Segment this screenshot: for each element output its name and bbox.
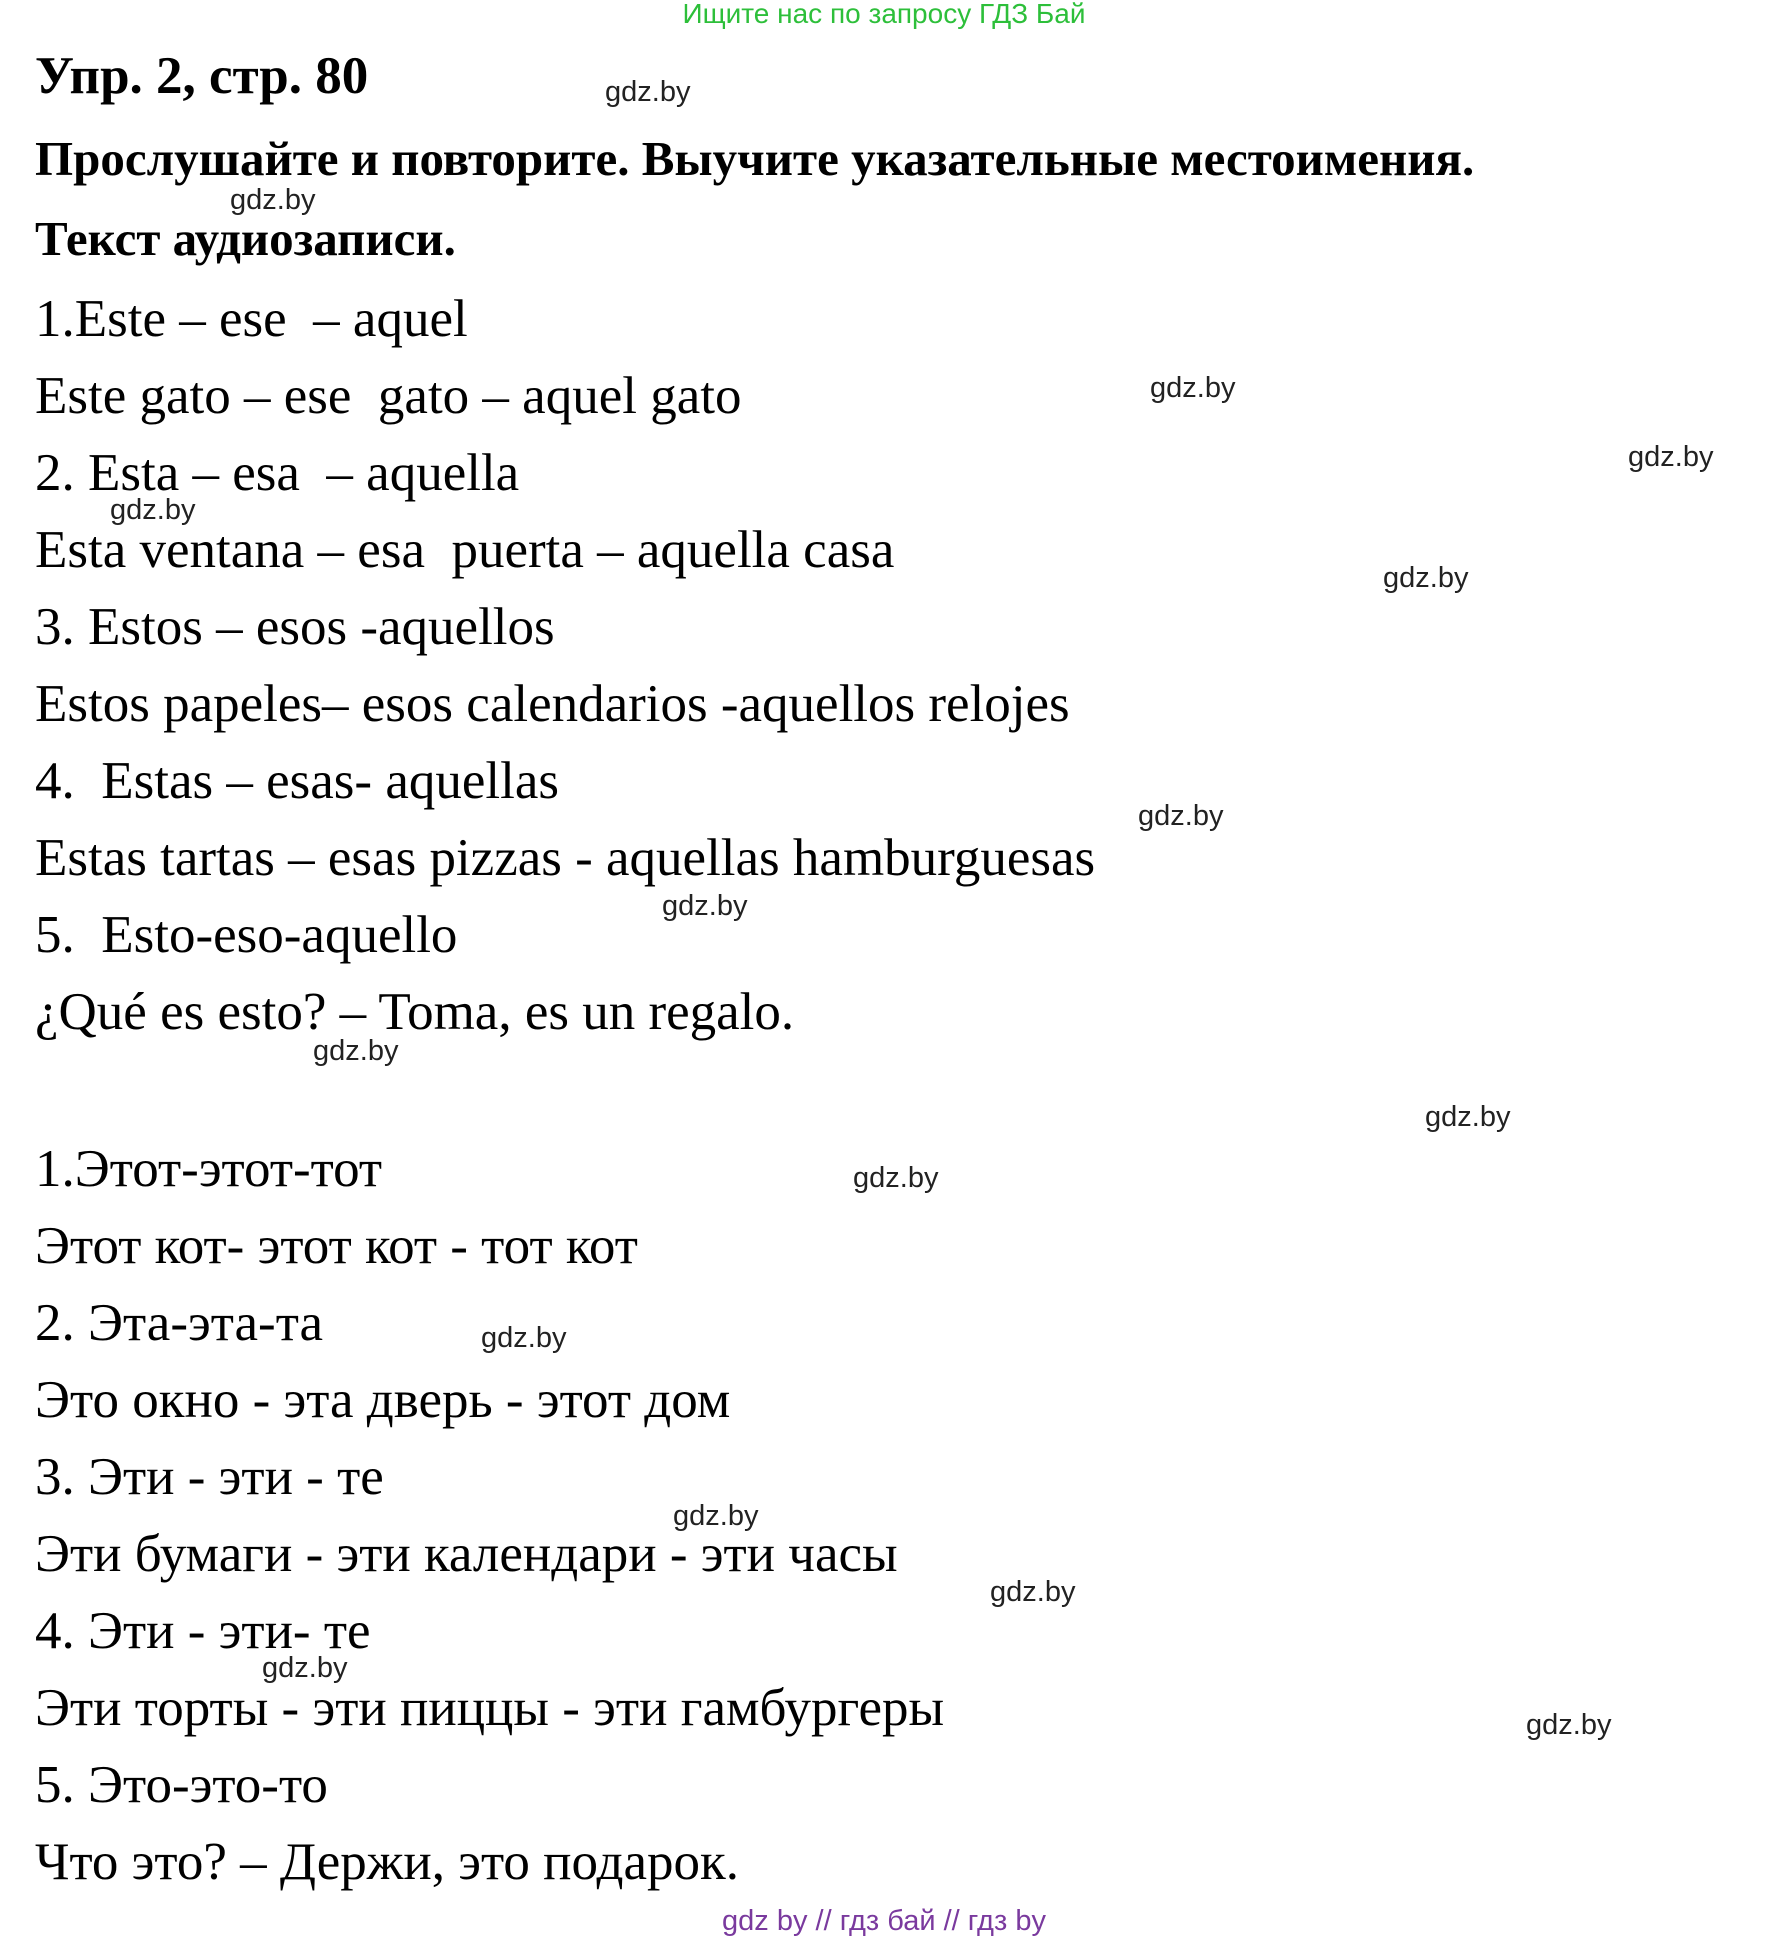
spanish-line: 1.Este – ese – aquel bbox=[35, 290, 468, 348]
watermark: gdz.by bbox=[1383, 562, 1469, 594]
spanish-line: Esta ventana – esa puerta – aquella casa bbox=[35, 521, 895, 579]
russian-line: Эти торты - эти пиццы - эти гамбургеры bbox=[35, 1679, 945, 1737]
russian-line: Это окно - эта дверь - этот дом bbox=[35, 1371, 731, 1429]
watermark: gdz.by bbox=[1138, 800, 1224, 832]
russian-line: 3. Эти - эти - те bbox=[35, 1448, 384, 1506]
watermark: gdz.by bbox=[673, 1500, 759, 1532]
watermark: gdz.by bbox=[481, 1322, 567, 1354]
top-banner: Ищите нас по запросу ГДЗ Бай bbox=[682, 0, 1086, 29]
instruction: Прослушайте и повторите. Выучите указательные местоимения. bbox=[35, 131, 1475, 186]
watermark: gdz.by bbox=[990, 1576, 1076, 1608]
spanish-line: 2. Esta – esa – aquella bbox=[35, 444, 520, 502]
spanish-line: 4. Estas – esas- aquellas bbox=[35, 752, 559, 810]
watermark: gdz.by bbox=[230, 184, 316, 216]
spanish-line: Estas tartas – esas pizzas - aquellas hamburguesas bbox=[35, 829, 1096, 887]
spanish-line: Estos papeles– esos calendarios -aquellos relojes bbox=[35, 675, 1070, 733]
watermark: gdz.by bbox=[1628, 441, 1714, 473]
watermark: gdz.by bbox=[1425, 1101, 1511, 1133]
spanish-line: ¿Qué es esto? – Toma, es un regalo. bbox=[35, 983, 795, 1041]
watermark: gdz.by bbox=[262, 1652, 348, 1684]
watermark: gdz.by bbox=[1526, 1709, 1612, 1741]
russian-line: 5. Это-это-то bbox=[35, 1756, 328, 1814]
russian-line: 4. Эти - эти- те bbox=[35, 1602, 371, 1660]
watermark: gdz.by bbox=[662, 890, 748, 922]
russian-line: Эти бумаги - эти календари - эти часы bbox=[35, 1525, 898, 1583]
subheading: Текст аудиозаписи. bbox=[35, 211, 456, 266]
spanish-line: 5. Esto-eso-aquello bbox=[35, 906, 458, 964]
watermark: gdz.by bbox=[313, 1035, 399, 1067]
spanish-line: Este gato – ese gato – aquel gato bbox=[35, 367, 742, 425]
footer-links: gdz by // гдз бай // гдз by bbox=[722, 1905, 1046, 1937]
exercise-title: Упр. 2, стр. 80 bbox=[35, 47, 369, 105]
watermark: gdz.by bbox=[605, 76, 691, 108]
watermark: gdz.by bbox=[853, 1162, 939, 1194]
russian-line: 1.Этот-этот-тот bbox=[35, 1140, 383, 1198]
watermark: gdz.by bbox=[110, 494, 196, 526]
spanish-line: 3. Estos – esos -aquellos bbox=[35, 598, 555, 656]
russian-line: Этот кот- этот кот - тот кот bbox=[35, 1217, 638, 1275]
russian-line: Что это? – Держи, это подарок. bbox=[35, 1833, 739, 1891]
watermark: gdz.by bbox=[1150, 372, 1236, 404]
russian-line: 2. Эта-эта-та bbox=[35, 1294, 324, 1352]
